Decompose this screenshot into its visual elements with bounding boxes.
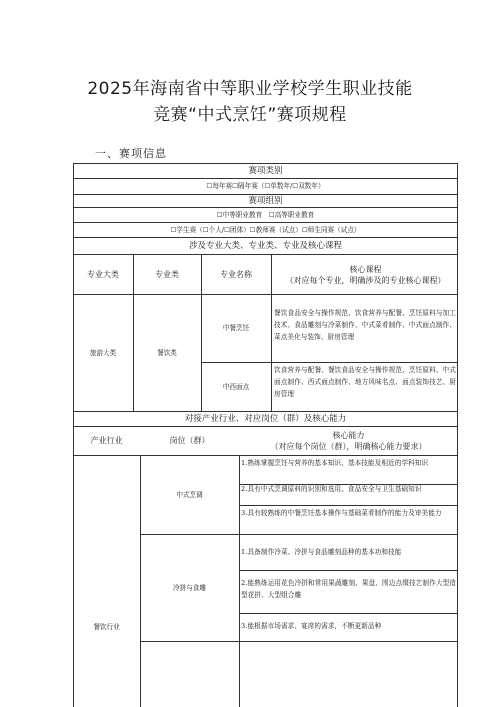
participant-options: ☐学生赛（☐个人/☐团体）☐教师赛（试点）☐师生同赛（试点） (170, 225, 361, 234)
col-industry: 产业行业 (90, 436, 123, 445)
rule (239, 455, 240, 707)
col-position: 岗位（群） (169, 436, 210, 445)
group-header: 赛项组别 (248, 196, 283, 206)
major-name-cell: 中西面点 (222, 382, 250, 391)
major-category-cell: 旅游大类 (89, 348, 117, 357)
major-name-cell: 中餐烹饪 (222, 324, 250, 332)
position-cell: 中式烹调 (176, 490, 203, 499)
col-ability: 核心能力 （对应每个岗位（群），明确核心能力要求） (270, 431, 427, 451)
ability-item: 1.熟练掌握烹饪与营养的基本知识、基本技能及相近的学科知识 (241, 459, 429, 467)
ability-item: 3.能根据市场需求、宴席的需求，不断更新品种 (241, 622, 382, 630)
ability-item: 1.具备制作冷菜、冷拼与食品雕刻品种的基本功和技能 (241, 548, 402, 556)
ability-item: 2.具有中式烹调原料的识别和选用、食品安全与卫生基础知识 (241, 485, 422, 493)
document-title-line-1: 2025年海南省中等职业学校学生职业技能 (87, 79, 413, 99)
col-major-category: 专业大类 (87, 269, 119, 279)
industry-header: 对接产业行业、对应岗位（群）及核心能力 (184, 414, 347, 424)
rule (271, 254, 272, 411)
rule (239, 613, 458, 614)
major-courses-cell: 餐饮食品安全与操作规范、饮食营养与配餐、烹饪原料与加工技术、食品雕刻与冷菜制作、中式菜肴制作、中式面点制作、菜点美化与装饰、厨房管理 (274, 309, 456, 341)
rule (239, 505, 458, 506)
category-options: ☐每年赛☐隔年赛（☐单数年/☐双数年） (206, 182, 325, 190)
rule (239, 570, 458, 571)
major-courses-cell: 饮食营养与配餐、餐饮食品安全与操作规范、烹饪原料、中式面点制作、西式面点制作、地方风味名点、面点装饰技艺、厨房管理 (274, 366, 456, 398)
ability-item: 3.具有较熟练的中餐烹饪基本操作与基础菜肴制作的能力及审美能力 (241, 509, 442, 517)
industry-cell: 餐饮行业 (93, 622, 120, 631)
col-major-name: 专业名称 (220, 269, 252, 279)
rule (73, 455, 458, 456)
rule (140, 641, 458, 642)
category-header: 赛项类别 (248, 166, 283, 176)
ability-item: 2.能熟练运用花色冷拼和常用果蔬雕刻、果盘、围边点缀技艺制作大型造型花拼、大型组合雕 (241, 579, 456, 599)
document-title-line-2: 竞赛“中式烹饪”赛项规程 (153, 105, 347, 125)
majors-header: 涉及专业大类、专业类、专业及核心课程 (188, 241, 342, 251)
position-cell: 冷拼与食雕 (173, 583, 206, 592)
group-options: ☐中等职业教育 ☐高等职业教育 (216, 210, 315, 219)
col-core-courses: 核心课程 （对应每个专业，明确涉及的专业核心课程） (285, 264, 446, 285)
section-heading: 一、赛项信息 (95, 147, 167, 160)
col-major-class: 专业类 (155, 269, 179, 279)
major-class-cell: 餐饮类 (157, 348, 177, 357)
